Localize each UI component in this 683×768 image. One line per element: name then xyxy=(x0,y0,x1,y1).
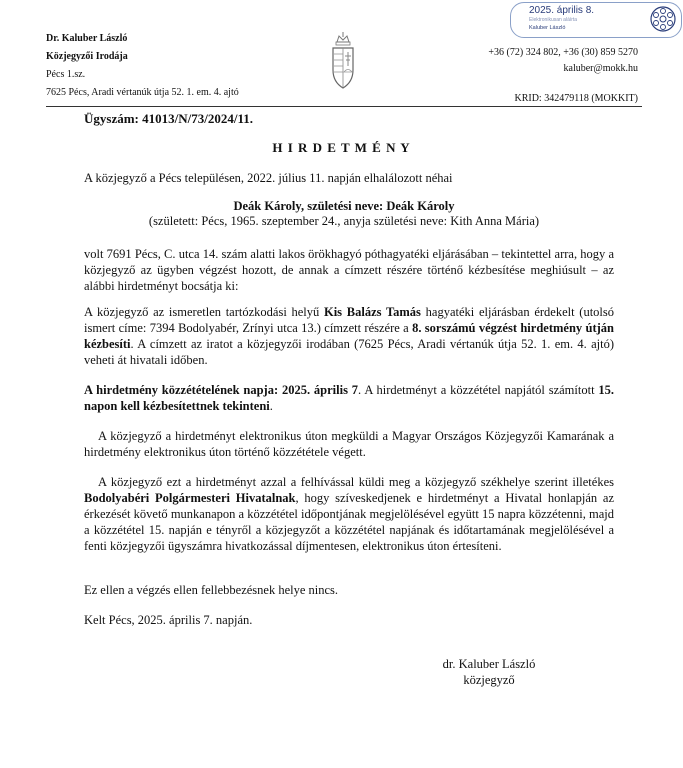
p2-text-c: hagyatéki eljárásban érdekelt (utolsó ismert címe: 7394 Bodolyabér, Zrínyi utca 13.) címzett részére a xyxy=(84,305,615,335)
p3-text-d: . xyxy=(269,399,273,413)
p5-text-c: , hogy szíveskedjenek e hirdetményt a Hivatal honlapján az érkezését követő munkanapon a közzététel időpontjának megjelölésével együtt 15 napra közzétenni, majd a közzététel 15. napján e tényről a közjegyzőt a közzététel napjának és időtartamának megjelölésével a fenti közjegyzői ügyszámra hivatkozással díjmentesen, elektronikus úton értesíteni. xyxy=(84,491,615,553)
sender-office: Közjegyzői Irodája xyxy=(46,51,128,62)
p5-text-a: A közjegyző ezt a hirdetményt azzal a felhívással küldi meg a közjegyző székhelye szerint illetékes xyxy=(98,475,614,489)
stamp-date: 2025. április 8. xyxy=(529,5,595,16)
signature-name: dr. Kaluber László xyxy=(442,657,536,671)
paragraph-1: volt 7691 Pécs, C. utca 14. szám alatti lakos örökhagyó póthagyatéki eljárásában – tekintettel arra, hogy a közjegyző az ügyben végzést hozott, de annak a címzett részére történő kézbesítése meghiúsult – az alábbi hirdetményt bocsátja ki: xyxy=(84,247,614,293)
contact-phones: +36 (72) 324 802, +36 (30) 859 5270 xyxy=(488,47,638,58)
p3-text-b: . A hirdetményt a közzététel napjától számított xyxy=(358,383,599,397)
signature-role: közjegyző xyxy=(463,673,515,687)
sender-address: 7625 Pécs, Aradi vértanúk útja 52. 1. em. 4. ajtó xyxy=(46,87,239,98)
paragraph-7: Kelt Pécs, 2025. április 7. napján. xyxy=(84,613,253,627)
p2-text-a: A közjegyző az ismeretlen tartózkodási helyű xyxy=(84,305,324,319)
sender-city: Pécs 1.sz. xyxy=(46,69,86,80)
digital-signature-stamp xyxy=(510,2,682,38)
paragraph-4: A közjegyző a hirdetményt elektronikus úton megküldi a Magyar Országos Közjegyzői Kamarának a hirdetmény elektronikus úton történő közzététele végett. xyxy=(84,429,614,459)
paragraph-6: Ez ellen a végzés ellen fellebbezésnek helye nincs. xyxy=(84,583,339,597)
paragraph-5 xyxy=(84,474,614,554)
contact-krid: KRID: 342479118 (MOKKIT) xyxy=(514,93,638,104)
publication-date: A hirdetmény közzétételének napja: 2025. április 7 xyxy=(84,383,359,397)
stamp-signer: Kaluber László xyxy=(529,25,566,31)
coat-of-arms-icon xyxy=(328,32,358,96)
contact-email: kaluber@mokk.hu xyxy=(563,63,638,74)
heir-name: Kis Balázs Tamás xyxy=(323,305,421,319)
stamp-subtitle: Elektronikusan aláírta xyxy=(529,17,578,23)
paragraph-2 xyxy=(84,304,614,368)
delivery-deadline: 15. napon kell kézbesítettnek tekinteni xyxy=(84,383,614,413)
intro-text: A közjegyző a Pécs településen, 2022. július 11. napján elhalálozott néhai xyxy=(84,171,453,185)
p2-text-e: . A címzett az iratot a közjegyzői irodában (7625 Pécs, Aradi vértanúk útja 52. 1. em. 4. ajtó) veheti át hivatali időben. xyxy=(84,337,614,367)
sender-name: Dr. Kaluber László xyxy=(46,33,128,44)
document-title: H I R D E T M É N Y xyxy=(272,140,411,155)
municipality-office: Bodolyabéri Polgármesteri Hivatalnak xyxy=(84,491,296,505)
paragraph-3 xyxy=(84,382,614,414)
deceased-name: Deák Károly, születési neve: Deák Károly xyxy=(233,199,455,213)
case-number: Ügyszám: 41013/N/73/2024/11. xyxy=(84,111,253,126)
snowflake-seal-icon xyxy=(649,5,677,33)
header-divider xyxy=(46,106,642,107)
delivery-method: 8. sorszámú végzést hirdetmény útján kézbesíti xyxy=(84,321,614,351)
deceased-birth: (született: Pécs, 1965. szeptember 24., anyja születési neve: Kith Anna Mária) xyxy=(148,214,540,228)
